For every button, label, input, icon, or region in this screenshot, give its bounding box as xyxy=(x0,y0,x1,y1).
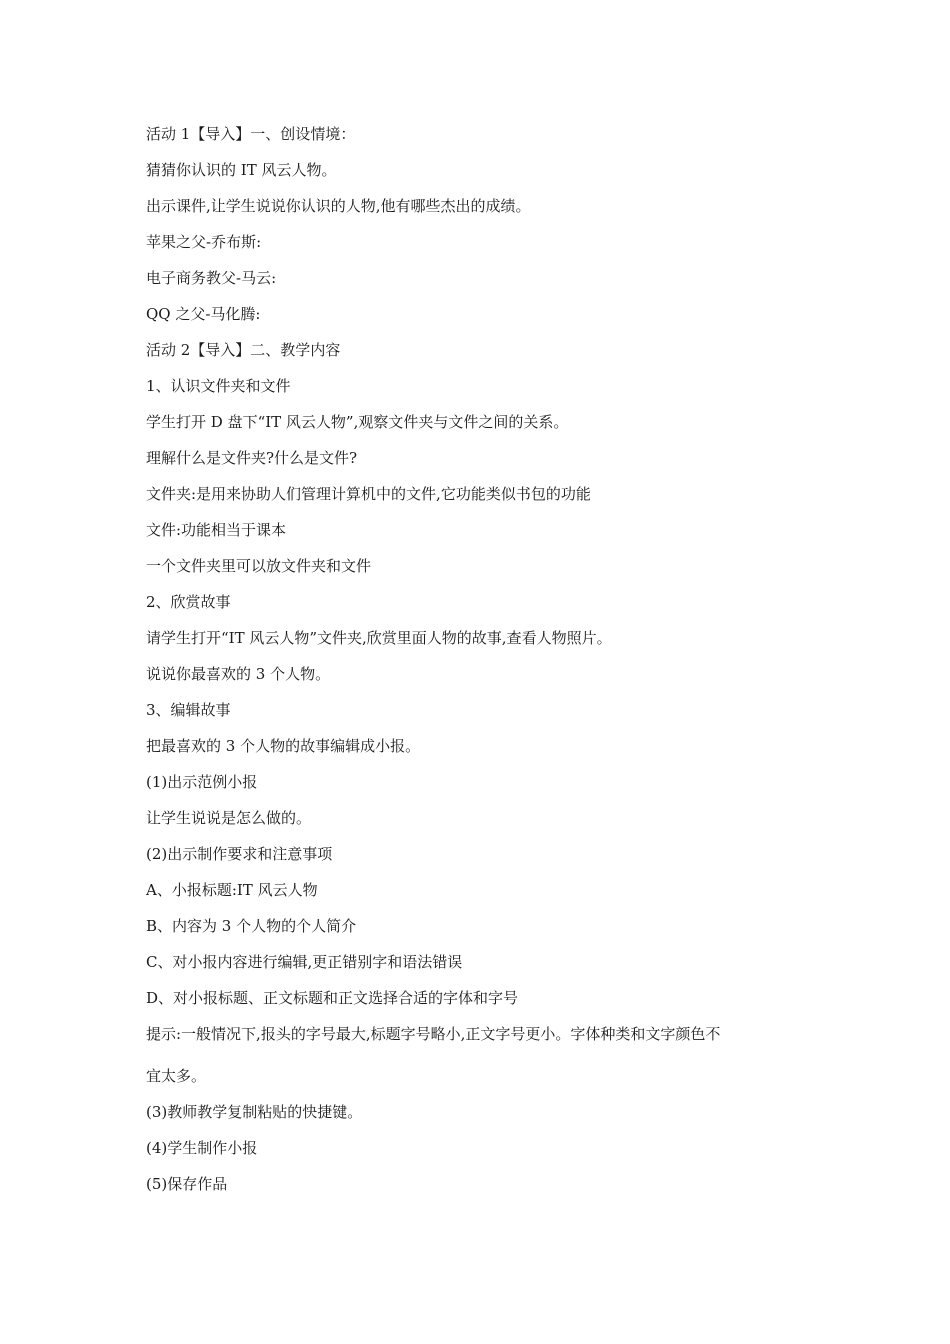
list-item: (2)出示制作要求和注意事项 xyxy=(146,845,333,863)
text-line: 理解什么是文件夹?什么是文件? xyxy=(146,449,358,467)
document-body xyxy=(146,124,816,1210)
text-line: 请学生打开“IT 风云人物”文件夹,欣赏里面人物的故事,查看人物照片。 xyxy=(146,629,612,647)
text-line: QQ 之父-马化腾: xyxy=(146,305,261,323)
text-line: 把最喜欢的 3 个人物的故事编辑成小报。 xyxy=(146,737,421,755)
text-line: 让学生说说是怎么做的。 xyxy=(146,809,312,827)
text-line: 猜猜你认识的 IT 风云人物。 xyxy=(146,161,337,179)
text-line: 电子商务教父-马云: xyxy=(146,269,277,287)
text-line: 出示课件,让学生说说你认识的人物,他有哪些杰出的成绩。 xyxy=(146,197,531,215)
requirement-item: A、小报标题:IT 风云人物 xyxy=(146,881,318,899)
text-line: 文件:功能相当于课本 xyxy=(146,521,287,539)
activity-1-heading: 活动 1【导入】一、创设情境： xyxy=(146,125,356,143)
text-line: 说说你最喜欢的 3 个人物。 xyxy=(146,665,331,683)
activity-2-heading: 活动 2【导入】二、教学内容 xyxy=(146,341,341,359)
section-heading: 2、欣赏故事 xyxy=(146,593,231,611)
text-line: 文件夹:是用来协助人们管理计算机中的文件,它功能类似书包的功能 xyxy=(146,485,591,503)
tip-line: 提示:一般情况下,报头的字号最大,标题字号略小,正文字号更小。字体种类和文字颜色不 xyxy=(146,1025,721,1043)
list-item: (4)学生制作小报 xyxy=(146,1139,258,1157)
text-line: 一个文件夹里可以放文件夹和文件 xyxy=(146,557,372,575)
tip-line: 宜太多。 xyxy=(146,1067,207,1085)
list-item: (5)保存作品 xyxy=(146,1175,228,1193)
requirement-item: D、对小报标题、正文标题和正文选择合适的字体和字号 xyxy=(146,989,519,1007)
text-line: 苹果之父-乔布斯: xyxy=(146,233,262,251)
list-item: (1)出示范例小报 xyxy=(146,773,258,791)
section-heading: 3、编辑故事 xyxy=(146,701,231,719)
text-line: 学生打开 D 盘下“IT 风云人物”,观察文件夹与文件之间的关系。 xyxy=(146,413,569,431)
section-heading: 1、认识文件夹和文件 xyxy=(146,377,291,395)
list-item: (3)教师教学复制粘贴的快捷键。 xyxy=(146,1103,363,1121)
requirement-item: C、对小报内容进行编辑,更正错别字和语法错误 xyxy=(146,953,463,971)
requirement-item: B、内容为 3 个人物的个人简介 xyxy=(146,917,357,935)
tip-paragraph xyxy=(146,1024,816,1086)
